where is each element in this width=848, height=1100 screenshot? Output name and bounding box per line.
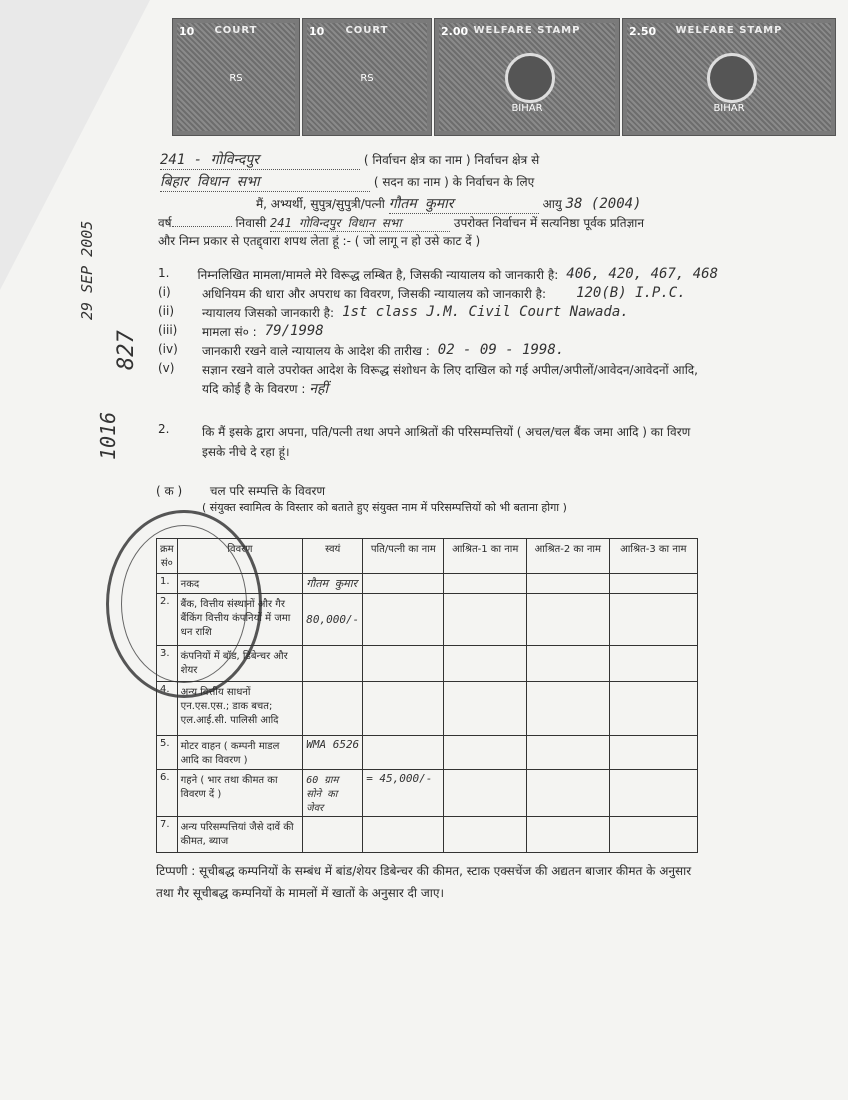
table-row: 6. गहने ( भार तथा कीमत का विवरण दें ) 60 ग्राम सोने का जेवर = 45,000/-: [157, 770, 698, 817]
col-header: आश्रित-1 का नाम: [444, 539, 527, 574]
residence-line: वर्ष निवासी 241 गोविन्दपुर विधान सभा उपरोक्त निर्वाचन में सत्यनिष्ठा पूर्वक प्रतिज्ञान: [158, 216, 645, 230]
case-act-section: 120(B) I.P.C.: [576, 285, 686, 301]
oath-line: और निम्न प्रकार से एतद्द्वारा शपथ लेता हूं :- ( जो लागू न हो उसे काट दें ): [158, 234, 481, 248]
court-fee-stamp-2: 10 COURT RS: [302, 18, 432, 136]
case-sections: 406, 420, 467, 468: [566, 266, 718, 282]
table-header-row: [157, 539, 698, 574]
welfare-stamp-1: 2.00 WELFARE STAMP BIHAR: [434, 18, 620, 136]
residence-value: 241 गोविन्दपुर विधान सभा: [270, 214, 450, 232]
table-row: 5. मोटर वाहन ( कम्पनी माडल आदि का विवरण ) WMA 6526: [157, 736, 698, 770]
col-header: विवरण: [177, 539, 303, 574]
case-number: 79/1998: [264, 323, 324, 339]
candidate-age: 38 (2004): [565, 196, 642, 212]
table-row: 3. कंपनियों में बॉड, डिबेन्चर और शेयर: [157, 646, 698, 682]
case-appeal-details: नहीं: [309, 381, 329, 397]
col-header: आश्रित-3 का नाम: [609, 539, 697, 574]
court-fee-stamp-1: 10 COURT RS: [172, 18, 300, 136]
case-item: 1. निम्नलिखित मामला/मामले मेरे विरूद्ध लम्बित है, जिसकी न्यायालय को जानकारी है: 406, 420, 467, 468: [158, 266, 718, 285]
footnote: टिप्पणी : सूचीबद्ध कम्पनियों के सम्बंध में बांड/शेयर डिबेन्चर की कीमत, स्टाक एक्सचेंज की अद्यतन बाजार कीमत के अनुसार तथा गैर सूचीबद्ध कम्पनियों के मामलों में खातों के अनुसार दी जाए।: [156, 864, 692, 900]
assets-declaration: 2. कि मैं इसके द्वारा अपना, पति/पत्नी तथा अपने आश्रितों की परिसम्पत्तियों ( अचल/चल बैंक जमा आदि ) का विरण इसके नीचे दे रहा हूं।: [158, 422, 691, 459]
col-header: स्वयं: [303, 539, 363, 574]
house-name: बिहार विधान सभा: [160, 172, 370, 192]
constituency-name: 241 - गोविन्दपुर: [160, 150, 360, 170]
welfare-stamp-2: 2.50 WELFARE STAMP BIHAR: [622, 18, 836, 136]
joint-ownership-note: ( संयुक्त स्वामित्व के विस्तार को बताते हुए संयुक्त नाम में परिसम्पत्तियों को भी बताना होगा ): [202, 501, 567, 514]
col-header: आश्रित-2 का नाम: [527, 539, 610, 574]
house-line: बिहार विधान सभा ( सदन का नाम ) के निर्वाचन के लिए: [160, 174, 535, 190]
candidate-line: मैं, अभ्यर्थी, सुपुत्र/सुपुत्री/पत्नी गौतम कुमार आयु 38 (2004): [256, 196, 642, 212]
col-header: क्रम सं०: [157, 539, 178, 574]
table-row: 1. नकद गौतम कुमार: [157, 574, 698, 594]
section-title: चल परि सम्पत्ति के विवरण: [209, 484, 326, 498]
table-row: 7. अन्य परिसम्पत्तियां जैसे दावें की कीमत, ब्याज: [157, 817, 698, 853]
constituency-line: 241 - गोविन्दपुर ( निर्वाचन क्षेत्र का नाम ) निर्वाचन क्षेत्र से: [160, 152, 540, 168]
case-item: (v) सज्ञान रखने वाले उपरोक्त आदेश के विरूद्ध संशोधन के लिए दाखिल को गई अपील/अपीलों/आवेदन/आवेदनों आदि, यदि कोई है के विवरण : नहीं: [158, 361, 698, 397]
case-court: 1st class J.M. Civil Court Nawada.: [342, 304, 629, 320]
movable-assets-table: [156, 538, 698, 853]
table-row: 4. अन्य वित्तीय साधनों एन.एस.एस.; डाक बचत; एल.आई.सी. पालिसी आदि: [157, 682, 698, 736]
emblem-icon: [505, 53, 555, 103]
margin-number: 1016: [96, 411, 120, 460]
margin-received-date: 29 SEP 2005: [78, 220, 96, 320]
section-movable-assets: ( क ) चल परि सम्पत्ति के विवरण: [156, 484, 326, 498]
col-header: पति/पत्नी का नाम: [363, 539, 444, 574]
table-row: 2. बैंक, वित्तीय संस्थानों और गैर बैंकिंग वित्तीय कंपनियों में जमा धन राशि 80,000/-: [157, 594, 698, 646]
margin-stamp-number: 827: [114, 330, 139, 370]
candidate-relation-name: गौतम कुमार: [389, 194, 539, 214]
cases-list: [158, 266, 718, 399]
emblem-icon: [707, 53, 757, 103]
case-item: (iii) मामला सं० : 79/1998: [158, 323, 718, 342]
case-item: (ii) न्यायालय जिसको जानकारी है: 1st class J.M. Civil Court Nawada.: [158, 304, 718, 323]
case-item: (i) अधिनियम की धारा और अपराध का विवरण, जिसकी न्यायालय को जानकारी है: 120(B) I.P.C.: [158, 285, 718, 304]
case-item: (iv) जानकारी रखने वाले न्यायालय के आदेश की तारीख : 02 - 09 - 1998.: [158, 342, 718, 361]
case-order-date: 02 - 09 - 1998.: [437, 342, 565, 358]
